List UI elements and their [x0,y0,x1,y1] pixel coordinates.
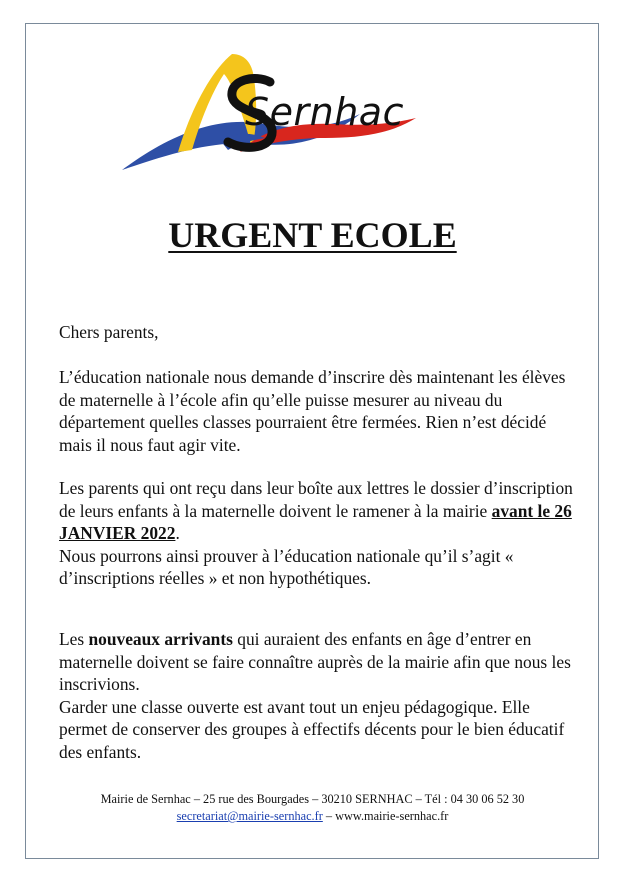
footer-address: Mairie de Sernhac – 25 rue des Bourgades – 30210 SERNHAC – Tél : 04 30 06 52 30 [100,792,525,806]
paragraph-3 [59,628,579,763]
paragraph-2-before: Les parents qui ont reçu dans leur boîte aux lettres le dossier d’inscription de leurs enfants à la maternelle doivent le ramener à la mairie [59,478,573,521]
greeting [59,321,579,344]
paragraph-2-line-1 [59,477,579,545]
new-arrivals-text: nouveaux arrivants [88,629,233,649]
paragraph-1-text: L’éducation nationale nous demande d’inscrire dès maintenant les élèves de maternelle à l’école afin qu’elle puisse mesurer au niveau du département quelles classes pourraient être fermées. Rien n’est décidé mais il nous faut agir vite. [59,367,566,455]
paragraph-3-before: Les [59,629,89,649]
paragraph-2 [59,477,579,590]
website-text: www.mairie-sernhac.fr [335,809,449,823]
footer [0,791,625,825]
logo-wordmark: Sernhac [245,90,404,134]
page-title: URGENT ECOLE [168,215,457,255]
greeting-text: Chers parents, [59,322,159,342]
paragraph-2-line-2: Nous pourrons ainsi prouver à l’éducation nationale qu’il s’agit « d’inscriptions réelles » et non hypothétiques. [59,545,514,588]
paragraph-1 [59,366,579,456]
paragraph-3-line-1 [59,628,579,696]
paragraph-3-after: qui auraient des enfants en âge d’entrer en maternelle doivent se faire connaître auprès de la mairie afin que nous les inscrivions. [59,629,571,694]
email-link[interactable]: secretariat@mairie-sernhac.fr [176,809,323,823]
footer-contact [0,808,625,825]
deadline-text: avant le 26 JANVIER 2022 [59,500,572,543]
footer-separator: – [322,809,336,823]
paragraph-2-after: . [175,523,180,543]
paragraph-3-line-2: Garder une classe ouverte est avant tout un enjeu pédagogique. Elle permet de conserver des groupes à effectifs décents pour le bien éducatif des enfants. [59,696,565,762]
